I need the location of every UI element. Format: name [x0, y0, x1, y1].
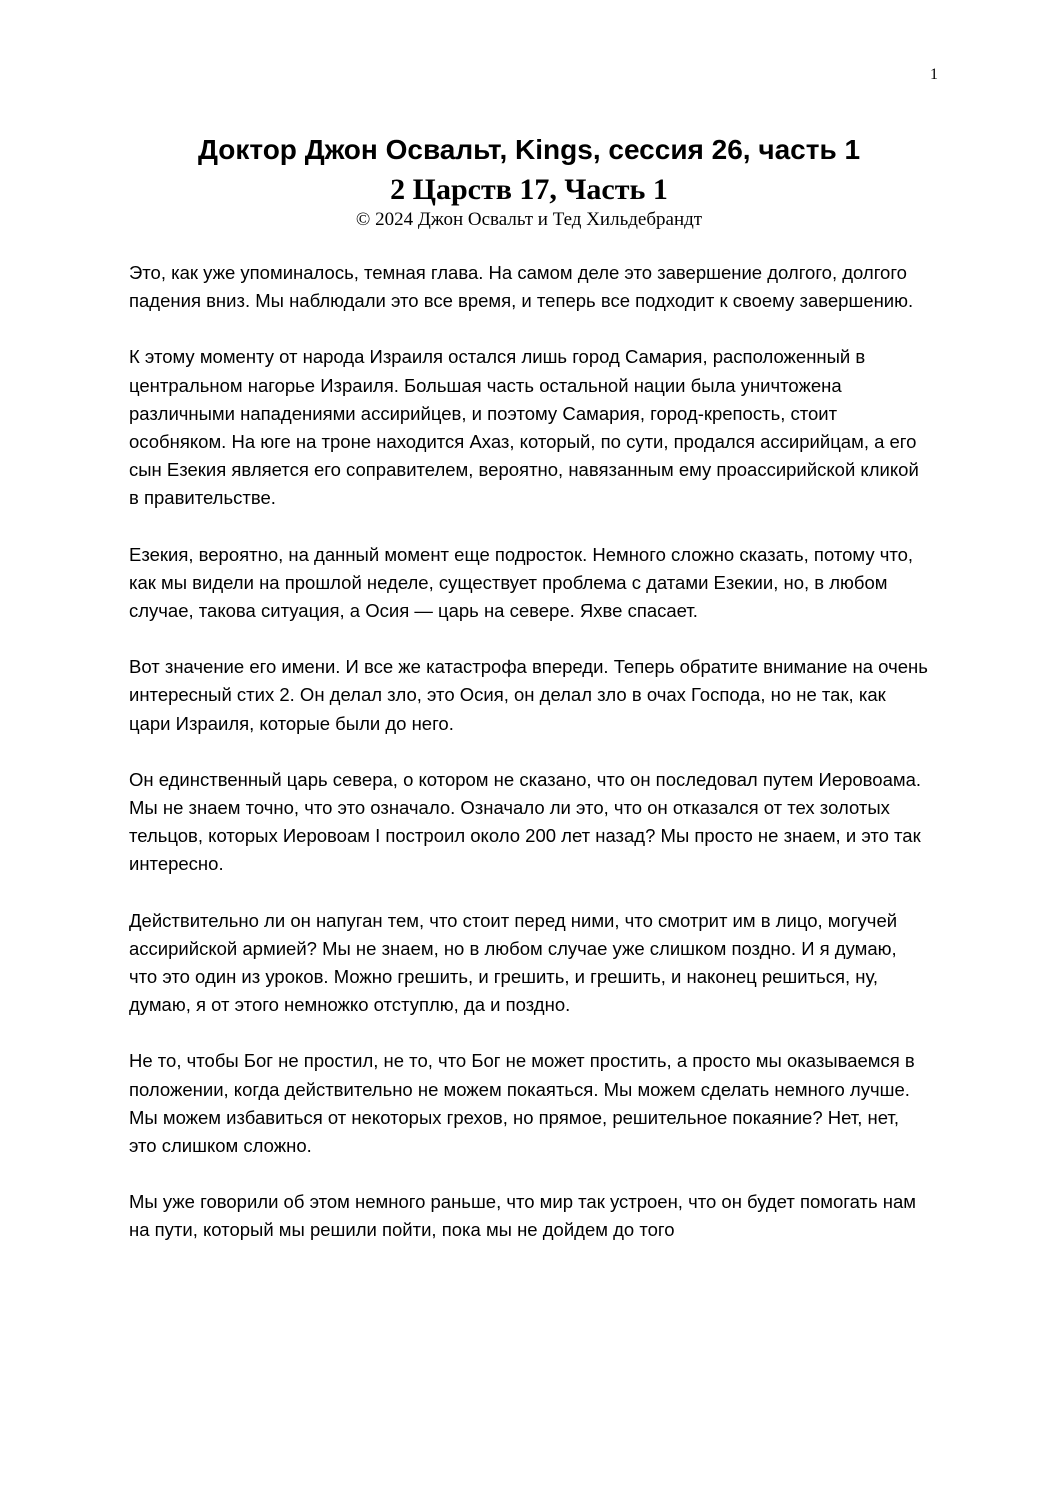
- paragraph: Не то, чтобы Бог не простил, не то, что Бог не может простить, а просто мы оказываемся в положении, когда действительно не можем покаяться. Мы можем сделать немного лучше. Мы можем избавиться от некоторых грехов, но прямое, решительное покаяние? Нет, нет, это слишком сложно.: [129, 1050, 915, 1157]
- document-header: [0, 130, 1058, 230]
- paragraph: Езекия, вероятно, на данный момент еще подросток. Немного сложно сказать, потому что, как мы видели на прошлой неделе, существует проблема с датами Езекии, но, в любом случае, такова ситуация, а Осия — царь на севере. Яхве спасает.: [129, 543, 914, 622]
- paragraph: Мы уже говорили об этом немного раньше, что мир так устроен, что он будет помогать нам на пути, который мы решили пойти, пока мы не дойдем до того: [129, 1191, 916, 1241]
- document-subtitle: 2 Царств 17, Часть 1: [390, 173, 668, 206]
- paragraph: К этому моменту от народа Израиля остался лишь город Самария, расположенный в центральном нагорье Израиля. Большая часть остальной нации была уничтожена различными нападениями ассирийцев, и поэтому Самария, город-крепость, стоит особняком. На юге на троне находится Ахаз, который, по сути, продался ассирийцам, а его сын Езекия является его соправителем, вероятно, навязанным ему проассирийской кликой в правительстве.: [129, 346, 919, 509]
- paragraph: Вот значение его имени. И все же катастрофа впереди. Теперь обратите внимание на очень интересный стих 2. Он делал зло, это Осия, он делал зло в очах Господа, но не так, как цари Израиля, которые были до него.: [129, 656, 928, 734]
- page-number: 1: [930, 66, 938, 83]
- document-title: Доктор Джон Освальт, Kings, сессия 26, часть 1: [197, 134, 861, 165]
- copyright-line: © 2024 Джон Освальт и Тед Хильдебрандт: [355, 209, 703, 230]
- paragraph: Он единственный царь севера, о котором не сказано, что он последовал путем Иеровоама. Мы не знаем точно, что это означало. Означало ли это, что он отказался от тех золотых тельцов, которых Иеровоам I построил около 200 лет назад? Мы просто не знаем, и это так интересно.: [129, 768, 922, 875]
- paragraph: Это, как уже упоминалось, темная глава. На самом деле это завершение долгого, долгого падения вниз. Мы наблюдали это все время, и теперь все подходит к своему завершению.: [129, 262, 914, 312]
- paragraph: Действительно ли он напуган тем, что стоит перед ними, что смотрит им в лицо, могучей ассирийской армией? Мы не знаем, но в любом случае уже слишком поздно. И я думаю, что это один из уроков. Можно грешить, и грешить, и грешить, и наконец решиться, ну, думаю, я от этого немножко отступлю, да и поздно.: [129, 909, 898, 1016]
- document-body: [129, 259, 929, 1273]
